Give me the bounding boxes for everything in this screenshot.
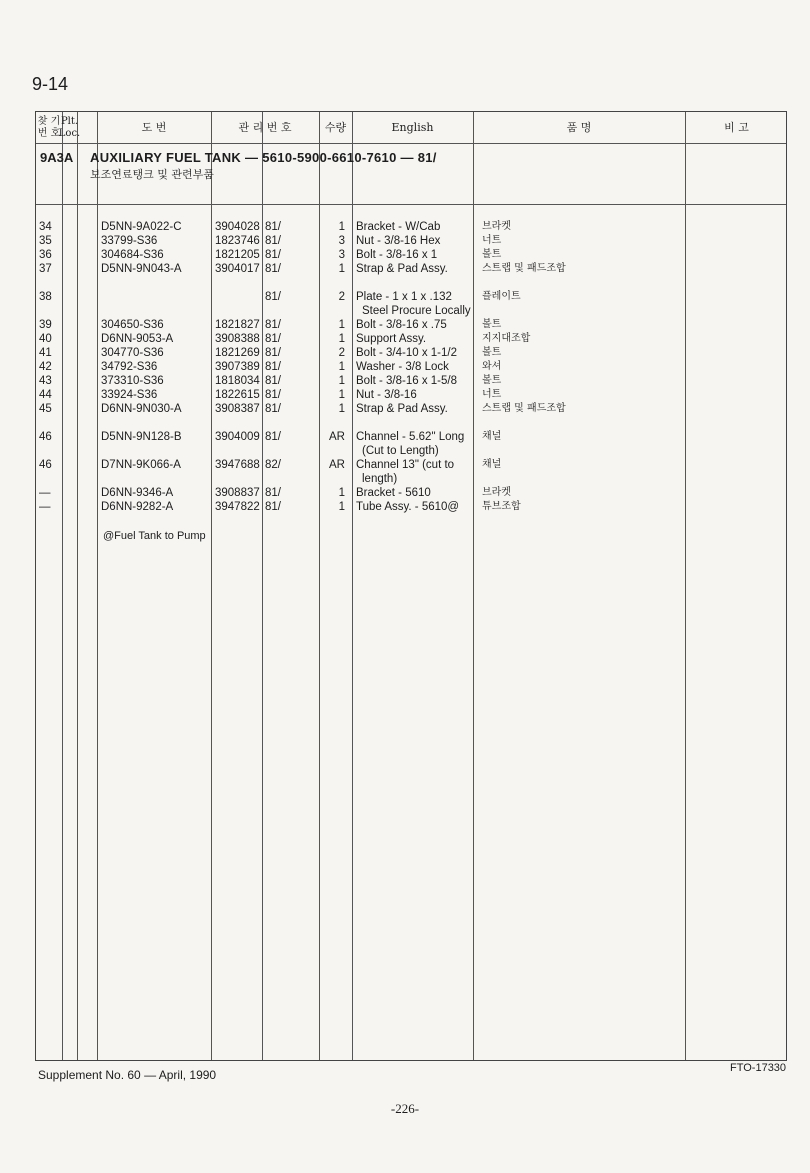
part-number: 304650-S36	[101, 319, 164, 331]
part-number: D6NN-9346-A	[101, 487, 174, 499]
serial-code: 81/	[265, 333, 281, 345]
supplement-label: Supplement No. 60 — April, 1990	[38, 1068, 217, 1082]
header-part-no: 도 번	[141, 120, 167, 134]
quantity: 1	[338, 389, 345, 401]
korean-name: 튜브조합	[482, 501, 521, 512]
english-description: Strap & Pad Assy.	[356, 403, 448, 415]
english-description: Channel - 5.62" Long (Cut to Length)	[356, 431, 465, 457]
quantity: 1	[338, 375, 345, 387]
part-number: 304770-S36	[101, 347, 164, 359]
serial-code: 81/	[265, 403, 281, 415]
quantity: 3	[338, 235, 345, 247]
header-ref-no: 찾 기 번 호	[37, 115, 61, 139]
part-number: D5NN-9N043-A	[101, 263, 182, 275]
header-korean-name: 품 명	[566, 120, 592, 134]
korean-name: 볼트	[482, 375, 502, 386]
english-description: Tube Assy. - 5610@	[356, 501, 460, 513]
ref-number: 38	[39, 291, 52, 303]
ref-number: 45	[39, 403, 52, 415]
part-number: 304684-S36	[101, 249, 164, 261]
part-number: D5NN-9N128-B	[101, 431, 182, 443]
quantity: 1	[338, 333, 345, 345]
section-code: 9A3A	[40, 150, 74, 165]
quantity: 1	[338, 319, 345, 331]
management-number: 1821269	[215, 347, 260, 359]
part-number: 33924-S36	[101, 389, 158, 401]
english-description: Bracket - W/Cab	[356, 221, 441, 233]
korean-name: 너트	[482, 389, 502, 400]
serial-code: 81/	[265, 487, 281, 499]
part-number: D6NN-9N030-A	[101, 403, 182, 415]
english-description: Channel 13" (cut to length)	[356, 459, 455, 485]
serial-code: 81/	[265, 291, 281, 303]
korean-name: 볼트	[482, 249, 502, 260]
korean-name: 브라켓	[482, 221, 511, 232]
ref-number: 41	[39, 347, 52, 359]
header-mgmt-no: 관 리 번 호	[238, 120, 292, 134]
section-korean-title: 보조연료탱크 및 관련부품	[90, 168, 214, 181]
ref-number: —	[39, 501, 51, 513]
english-description: Bolt - 3/8-16 x 1-5/8	[356, 375, 457, 387]
korean-name: 스트랩 및 패드조합	[482, 263, 566, 274]
quantity: 1	[338, 501, 345, 513]
korean-name: 브라켓	[482, 487, 511, 498]
korean-name: 볼트	[482, 347, 502, 358]
quantity: 2	[338, 291, 345, 303]
korean-name: 채널	[482, 431, 502, 442]
parts-table	[35, 111, 787, 1061]
ref-number: 34	[39, 221, 52, 233]
serial-code: 81/	[265, 263, 281, 275]
header-remarks: 비 고	[724, 120, 749, 134]
english-description: Nut - 3/8-16 Hex	[356, 235, 441, 247]
english-description: Strap & Pad Assy.	[356, 263, 448, 275]
serial-code: 81/	[265, 431, 281, 443]
korean-name: 지지대조합	[482, 333, 531, 344]
header-qty: 수량	[324, 120, 347, 134]
english-description: Bolt - 3/8-16 x 1	[356, 249, 438, 261]
header-english: English	[391, 120, 434, 134]
part-number: 34792-S36	[101, 361, 158, 373]
serial-code: 81/	[265, 235, 281, 247]
korean-name: 스트랩 및 패드조합	[482, 403, 566, 414]
korean-name: 와셔	[482, 361, 502, 372]
part-number: D6NN-9053-A	[101, 333, 174, 345]
management-number: 3947688	[215, 459, 260, 471]
ref-number: 37	[39, 263, 52, 275]
serial-code: 81/	[265, 361, 281, 373]
serial-code: 81/	[265, 347, 281, 359]
korean-name: 너트	[482, 235, 502, 246]
management-number: 3904017	[215, 263, 260, 275]
section-title: AUXILIARY FUEL TANK — 5610-5900-6610-7610 — 81/	[90, 150, 437, 165]
quantity: 3	[338, 249, 345, 261]
management-number: 1821827	[215, 319, 260, 331]
korean-name: 플레이트	[482, 291, 521, 302]
serial-code: 82/	[265, 459, 281, 471]
english-description: Support Assy.	[356, 333, 427, 345]
ref-number: 43	[39, 375, 52, 387]
header-plt-loc: Plt. Loc.	[58, 115, 81, 139]
management-number: 3947822	[215, 501, 260, 513]
ref-number: 46	[39, 459, 52, 471]
english-description: Washer - 3/8 Lock	[356, 361, 449, 373]
english-description: Plate - 1 x 1 x .132 Steel Procure Locally	[356, 291, 471, 317]
management-number: 1822615	[215, 389, 260, 401]
management-number: 1823746	[215, 235, 260, 247]
english-description: Nut - 3/8-16	[356, 389, 417, 401]
quantity: 1	[338, 487, 345, 499]
management-number: 3908837	[215, 487, 260, 499]
quantity: 2	[338, 347, 345, 359]
footnote: @Fuel Tank to Pump	[103, 530, 206, 542]
management-number: 1821205	[215, 249, 260, 261]
ref-number: —	[39, 487, 51, 499]
management-number: 3908387	[215, 403, 260, 415]
quantity: AR	[329, 431, 345, 443]
serial-code: 81/	[265, 501, 281, 513]
serial-code: 81/	[265, 249, 281, 261]
page-number: -226-	[390, 1101, 420, 1116]
part-number: D6NN-9282-A	[101, 501, 174, 513]
quantity: AR	[329, 459, 345, 471]
management-number: 1818034	[215, 375, 260, 387]
ref-number: 35	[39, 235, 52, 247]
ref-number: 44	[39, 389, 52, 401]
management-number: 3904009	[215, 431, 260, 443]
ref-number: 46	[39, 431, 52, 443]
english-description: Bolt - 3/4-10 x 1-1/2	[356, 347, 457, 359]
part-number: 33799-S36	[101, 235, 158, 247]
part-number: D7NN-9K066-A	[101, 459, 181, 471]
korean-name: 볼트	[482, 319, 502, 330]
ref-number: 39	[39, 319, 52, 331]
management-number: 3904028	[215, 221, 260, 233]
ref-number: 36	[39, 249, 52, 261]
korean-name: 채널	[482, 459, 502, 470]
serial-code: 81/	[265, 389, 281, 401]
document-code: FTO-17330	[730, 1062, 787, 1074]
serial-code: 81/	[265, 319, 281, 331]
english-description: Bracket - 5610	[356, 487, 431, 499]
quantity: 1	[338, 263, 345, 275]
english-description: Bolt - 3/8-16 x .75	[356, 319, 447, 331]
ref-number: 40	[39, 333, 52, 345]
page-section-label: 9-14	[32, 74, 69, 94]
part-number: D5NN-9A022-C	[101, 221, 182, 233]
quantity: 1	[338, 221, 345, 233]
management-number: 3907389	[215, 361, 260, 373]
quantity: 1	[338, 361, 345, 373]
part-number: 373310-S36	[101, 375, 164, 387]
quantity: 1	[338, 403, 345, 415]
serial-code: 81/	[265, 375, 281, 387]
management-number: 3908388	[215, 333, 260, 345]
serial-code: 81/	[265, 221, 281, 233]
ref-number: 42	[39, 361, 52, 373]
